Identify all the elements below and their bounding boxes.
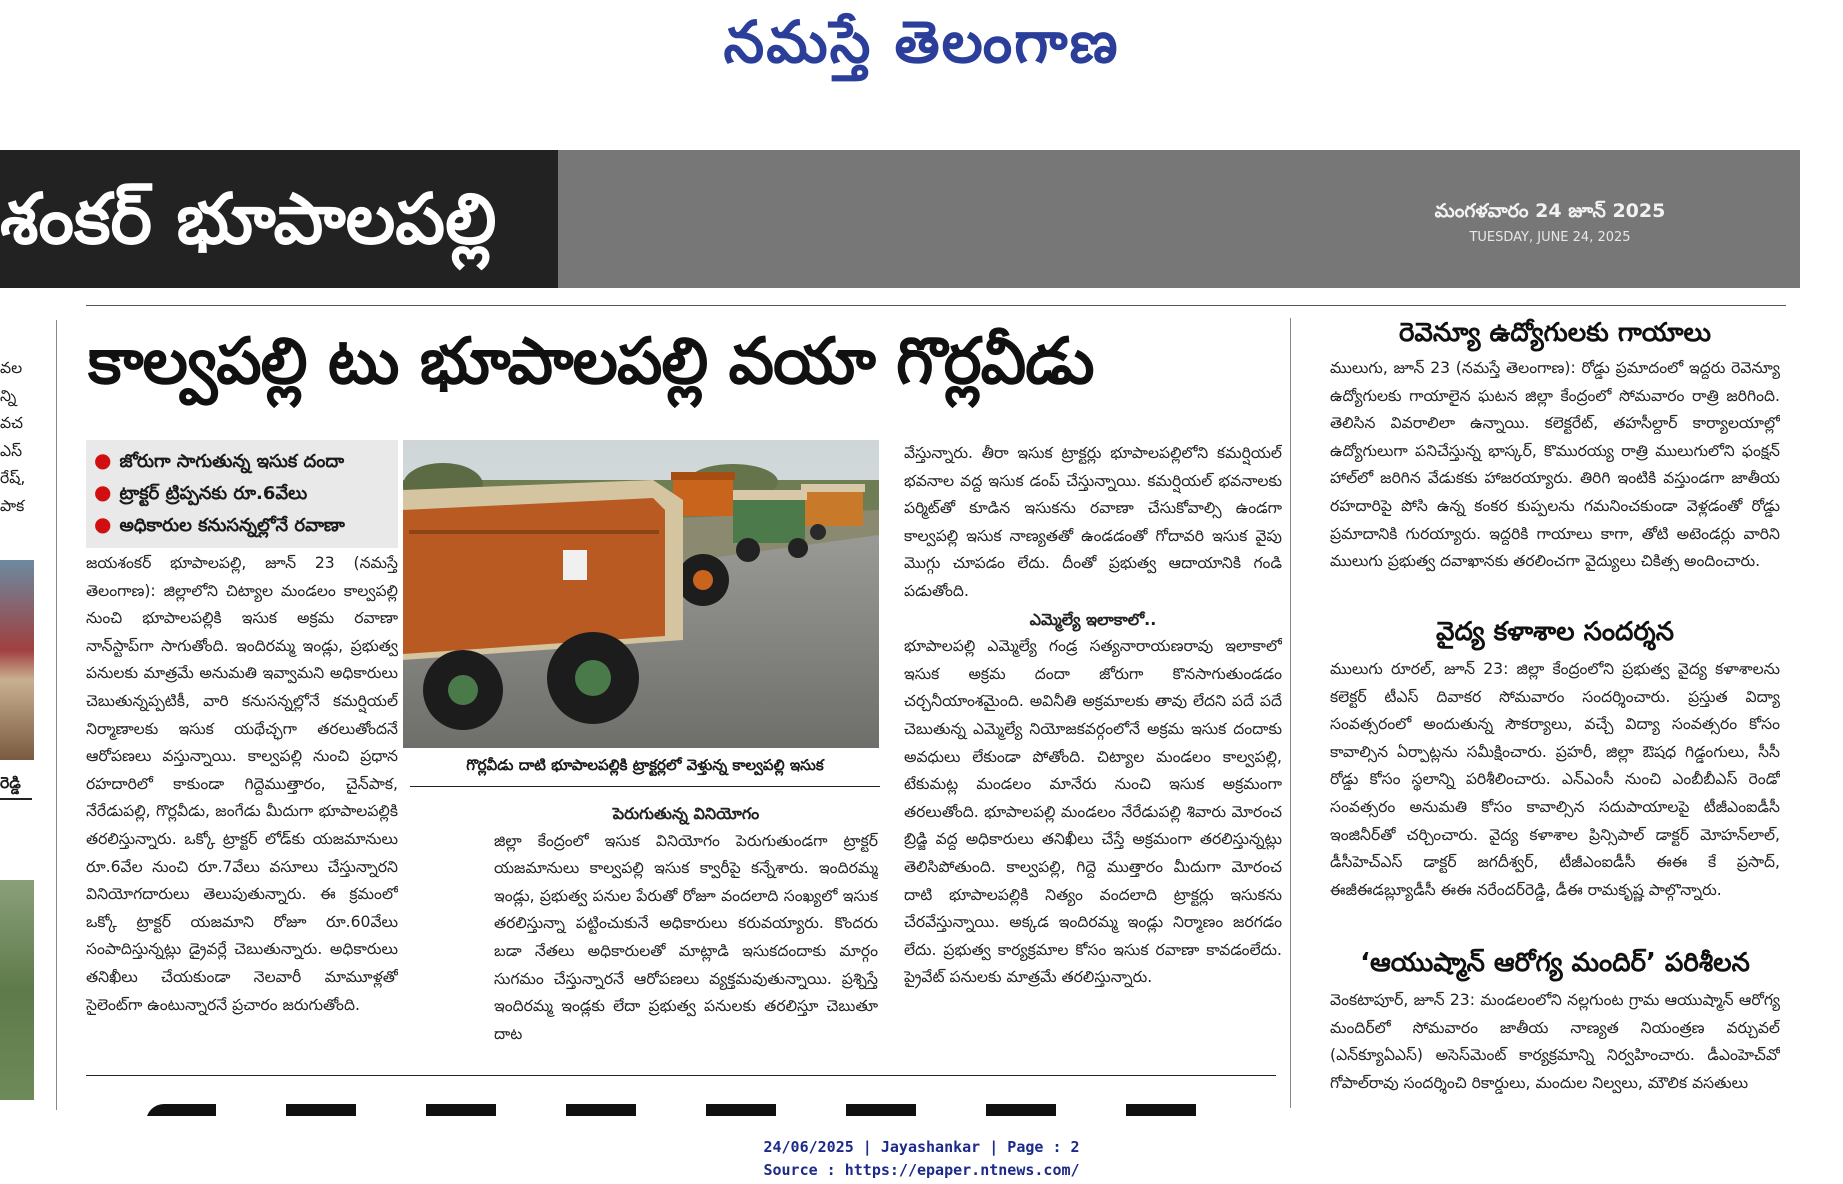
newspaper-masthead: నమస్తే తెలంగాణ xyxy=(723,8,1120,76)
bullet-icon: ● xyxy=(94,448,112,472)
article-bottom-divider xyxy=(86,1075,1276,1076)
footer-page-info: 24/06/2025 | Jayashankar | Page : 2 xyxy=(763,1138,1080,1156)
tractor-illustration xyxy=(403,440,879,748)
main-headline: కాల్వపల్లి టు భూపాలపల్లి వయా గొర్లవీడు xyxy=(88,325,1094,399)
side-article-headline: రెవెన్యూ ఉద్యోగులకు గాయాలు xyxy=(1398,318,1711,348)
bullet-icon: ● xyxy=(94,480,112,504)
sand-tractor-photo xyxy=(403,440,879,748)
subheading: పెరుగుతున్న వినియోగం xyxy=(612,804,760,823)
left-scrap-photo xyxy=(0,560,34,760)
photo-caption: గొర్లవీడు దాటి భూపాలపల్లికి ట్రాక్టర్లలో వెళ్తున్న కాల్వపల్లి ఇసుక xyxy=(466,756,824,774)
article-paragraph: జిల్లా కేంద్రంలో ఇసుక వినియోగం పెరుగుతుండగా ట్రాక్టర్ యజమానులు కాల్వపల్లి ఇసుక క్వారీపై కన్నేశారు. ఇందిరమ్మ ఇండ్లు, ప్రభుత్వ పనుల పేరుతో రోజూ వందలాది సంఖ్యలో ఇసుక తరలిస్తున్నా పట్టించుకునే అధికారులు కరువయ్యారు. కొందరు బడా నేతలు అధికారులతో మాట్లాడి ఇసుకదందాకు మార్గం సుగమం చేస్తున్నారనే ఆరోపణలు వ్యక్తమవుతున్నాయి. ప్రశ్నిస్తే ఇందిరమ్మ ఇండ్లకు లేదా ప్రభుత్వ పనులకు తరలిస్తూ చెబుతూ దాట xyxy=(494,831,878,1043)
date-english: TUESDAY, JUNE 24, 2025 xyxy=(1469,230,1631,245)
left-scrap-text: వల న్ని వచ ఎస్ రేష్, పాక xyxy=(0,359,26,515)
side-article-body: వెంకటాపూర్, జూన్ 23: మండలంలోని నల్లగుంట గ్రామ ఆయుష్మాన్ ఆరోగ్య మందిర్‌లో సోమవారం జాతీయ నాణ్యత నియంత్రణ వర్చువల్ (ఎన్‌క్యూఏఎస్) అసెస్‌మెంట్ కార్యక్రమాన్ని నిర్వహించారు. డీఎంహెచ్‌వో గోపాల్‌రావు సందర్శించి రికార్డులు, మందుల నిల్వలు, మౌలిక వసతులు xyxy=(1330,991,1780,1092)
article-paragraph: భూపాలపల్లి ఎమ్మెల్యే గండ్ర సత్యనారాయణరావు ఇలాకాలో ఇసుక అక్రమ దందా జోరుగా కొనసాగుతుండడం చర్చనీయాంశమైంది. అవినీతి అక్రమాలకు తావు లేదని పదే పదే చెబుతున్న ఎమ్మెల్యే నియోజకవర్గంలోనే అక్రమ ఇసుక దందాకు అవధులు లేకుండా పోతోంది. చిట్యాల మండలం కాల్వపల్లి, టేకుమట్ల మండలం మానేరు నుంచి ఇసుక అక్రమంగా తరలుతోంది. భూపాలపల్లి మండలం నేరేడుపల్లి శివారు మోరంచ బ్రిడ్జి వద్ద అధికారులు తనిఖీలు చేస్తే అక్రమంగా తరలిస్తున్నట్లు తెలిసిపోతుంది. కాల్వపల్లి, గిద్దె ముత్తారం మీదుగా మోరంచ దాటి భూపాలపల్లికి నిత్యం వందలాది ట్రాక్టర్లు ఇసుకను చేరవేస్తున్నాయి. అక్కడ ఇందిరమ్మ ఇండ్లు నిర్మాణం జరగడం లేదు. ప్రభుత్వ కార్యక్రమాల కోసం ఇసుక రవాణా కావడంలేదు. ప్రైవేట్ పనులకు మాత్రమే తరలిస్తున్నారు. xyxy=(904,637,1282,987)
footer-source: Source : https://epaper.ntnews.com/ xyxy=(763,1161,1080,1179)
highlight-item: ● ట్రాక్టర్ ట్రిప్పనకు రూ.6వేలు xyxy=(94,480,308,504)
left-scrap-tag: రెడ్డి xyxy=(0,770,32,800)
article-column-2 xyxy=(494,800,878,1058)
top-divider xyxy=(86,305,1786,306)
article-paragraph: వేస్తున్నారు. తీరా ఇసుక ట్రాక్టర్లు భూపాలపల్లిలోని కమర్షియల్ భవనాల వద్ద ఇసుక డంప్ చేస్తున్నాయి. కమర్షియల్ భవనాలకు పర్మిట్‌తో కూడిన ఇసుకను రవాణా చేసుకోవాల్సి ఉండగా కాల్వపల్లి ఇసుక నాణ్యతతో ఉండడంతో గోదావరి ఇసుక వైపు మొగ్గు చూపడం లేదు. దీంతో ప్రభుత్వ ఆదాయానికి గండి పడుతోంది. xyxy=(904,444,1282,600)
highlight-item: ● జోరుగా సాగుతున్న ఇసుక దందా xyxy=(94,448,345,472)
date-telugu: మంగళవారం 24 జూన్ 2025 xyxy=(1434,200,1666,222)
bullet-icon: ● xyxy=(94,512,112,536)
article-column-1 xyxy=(86,550,398,1058)
side-article-headline: వైద్య కళాశాల సందర్శన xyxy=(1436,617,1674,647)
section-title: శంకర్ భూపాలపల్లి xyxy=(0,150,558,288)
side-article-headline: ‘ఆయుష్మాన్ ఆరోగ్య మందిర్’ పరిశీలన xyxy=(1360,948,1750,978)
side-column-divider xyxy=(1290,318,1291,1108)
caption-rule xyxy=(410,786,880,787)
left-scrap-photo-2 xyxy=(0,880,34,1100)
highlights-box xyxy=(86,440,398,548)
highlight-item: ● అధికారుల కనుసన్నల్లోనే రవాణా xyxy=(94,512,345,536)
left-column-divider xyxy=(56,320,57,1110)
article-paragraph: జయశంకర్ భూపాలపల్లి, జూన్ 23 (నమస్తే తెలంగాణ): జిల్లాలోని చిట్యాల మండలం కాల్వపల్లి నుంచి భూపాలపల్లికి ఇసుక అక్రమ రవాణా నాన్‌స్టాప్‌గా సాగుతోంది. ఇందిరమ్మ ఇండ్లు, ప్రభుత్వ పనులకు మాత్రమే అనుమతి ఇవ్వామని అధికారులు చెబుతున్నప్పటికీ, వారి కనుసన్నల్లోనే కమర్షియల్ నిర్మాణాలకు ఇసుక యథేచ్ఛగా తరలుతోందనే ఆరోపణలు వస్తున్నాయి. కాల్వపల్లి నుంచి ప్రధాన రహదారిలో కాకుండా గిద్దెముత్తారం, చైన్‌పాక, నేరేడుపల్లి, గొర్లవీడు, జంగేడు మీదుగా భూపాలపల్లికి తరలిస్తున్నారు. ఒక్కో ట్రాక్టర్ లోడ్‌కు యజమానులు రూ.6వేల నుంచి రూ.7వేలు వసూలు చేస్తున్నారని వినియోగదారులు తెలుపుతున్నారు. ఈ క్రమంలో ఒక్కో ట్రాక్టర్ యజమాని రోజూ రూ.60వేలు సంపాదిస్తున్నట్లు డ్రైవర్లే చెబుతున్నారు. అధికారులు తనిఖీలు చేయకుండా నెలవారీ మామూళ్లతో సైలెంట్‌గా ఉంటున్నారనే ప్రచారం జరుగుతోంది. xyxy=(86,554,398,1014)
subheading: ఎమ్మెల్యే ఇలాకాలో.. xyxy=(1029,609,1157,629)
article-column-3 xyxy=(904,440,1282,1058)
side-article-body: ములుగు రూరల్, జూన్ 23: జిల్లా కేంద్రంలోని ప్రభుత్వ వైద్య కళాశాలను కలెక్టర్ టీఎస్ దివాకర సోమవారం సందర్శించారు. ప్రస్తుత విద్యా సంవత్సరంలో అందుతున్న సౌకర్యాలు, వచ్చే విద్యా సంవత్సరం కోసం కావాల్సిన ఏర్పాట్లను సమీక్షించారు. ప్రహరీ, జిల్లా ఔషధ గిడ్డంగులు, సీసీ రోడ్డు కోసం స్థలాన్ని పరిశీలించారు. ఎన్‌ఎంసీ నుంచి ఎంబీబీఎస్ రెండో సంవత్సరం అనుమతి కోసం కావాల్సిన సదుపాయాలపై టీజీఎంఐడీసీ ఇంజినీర్‌తో చర్చించారు. వైద్య కళాశాల ప్రిన్సిపాల్ డాక్టర్ మోహన్‌లాల్, డీసీహెచ్‌ఎస్ డాక్టర్ జగదీశ్వర్, టీజీఎంఐడీసీ ఈఈ కే ప్రసాద్, ఈజీఈడబ్ల్యూడీసీ ఈఈ నరేందర్‌రెడ్డి, డీఈ రామకృష్ణ పాల్గొన్నారు. xyxy=(1330,660,1780,899)
cut-off-next-headline xyxy=(86,1096,1786,1116)
side-article-body: ములుగు, జూన్ 23 (నమస్తే తెలంగాణ): రోడ్డు ప్రమాదంలో ఇద్దరు రెవెన్యూ ఉద్యోగులకు గాయాలైన ఘటన జిల్లా కేంద్రంలో సోమవారం రాత్రి జరిగింది. తెలిసిన వివరాలిలా ఉన్నాయి. కలెక్టరేట్, తహసీల్దార్ కార్యాలయాల్లో ఉద్యోగులుగా పనిచేస్తున్న భాస్కర్, కొమురయ్య రాత్రి ములుగులోని ఫంక్షన్ హాల్‌లో జరిగిన వేడుకకు హాజరయ్యారు. తిరిగి ఇంటికి వస్తుండగా జాతీయ రహదారిపై పోసి ఉన్న కంకర కుప్పలను గమనించకుండా వెళ్లడంతో రోడ్డు ప్రమాదానికి గురయ్యారు. ఇద్దరికి గాయాలు కాగా, తోటి అటెండర్లు వారిని ములుగు ప్రభుత్వ దవాఖానకు తరలించగా వైద్యులు చికిత్స అందించారు. xyxy=(1330,359,1780,571)
